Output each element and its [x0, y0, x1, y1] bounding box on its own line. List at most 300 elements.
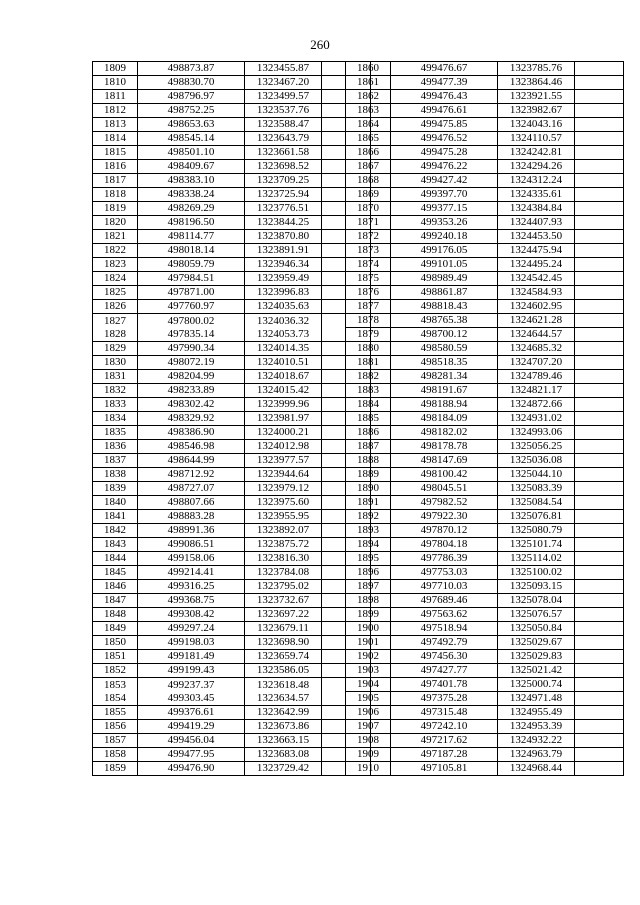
x-coordinate-cell: 497518.94 [391, 622, 498, 636]
point-number-cell: 1897 [346, 580, 391, 594]
empty-cell [575, 678, 624, 692]
empty-cell [575, 664, 624, 678]
point-number-cell: 1865 [346, 132, 391, 146]
table-row [346, 622, 624, 636]
empty-cell [575, 538, 624, 552]
empty-cell [575, 300, 624, 314]
point-number-cell: 1887 [346, 440, 391, 454]
point-number-cell: 1909 [346, 748, 391, 762]
table-row [93, 258, 371, 272]
page-number: 260 [310, 37, 330, 52]
point-number-cell: 1874 [346, 258, 391, 272]
y-coordinate-cell: 1324993.06 [498, 426, 575, 440]
point-number-cell: 1899 [346, 608, 391, 622]
empty-cell [575, 258, 624, 272]
table-row [346, 440, 624, 454]
y-coordinate-cell: 1324789.46 [498, 370, 575, 384]
point-number-cell: 1896 [346, 566, 391, 580]
empty-cell [575, 90, 624, 104]
table-row [93, 706, 371, 720]
table-row [346, 286, 624, 300]
point-number-cell: 1904 [346, 678, 391, 692]
point-number-cell: 1875 [346, 272, 391, 286]
empty-cell [575, 62, 624, 76]
table-row [346, 692, 624, 706]
point-number-cell: 1829 [93, 342, 138, 356]
table-row [93, 468, 371, 482]
y-coordinate-cell: 1324644.57 [498, 328, 575, 342]
table-row [93, 370, 371, 384]
x-coordinate-cell: 498059.79 [138, 258, 245, 272]
point-number-cell: 1877 [346, 300, 391, 314]
x-coordinate-cell: 497800.02 497835.14 [138, 314, 245, 342]
y-coordinate-cell: 1324495.24 [498, 258, 575, 272]
x-coordinate-cell: 498191.67 [391, 384, 498, 398]
point-number-cell: 1898 [346, 594, 391, 608]
y-coordinate-cell: 1323955.95 [245, 510, 322, 524]
table-row [346, 62, 624, 76]
y-coordinate-cell: 1323499.57 [245, 90, 322, 104]
y-coordinate-cell: 1324953.39 [498, 720, 575, 734]
y-coordinate-cell: 1324010.51 [245, 356, 322, 370]
x-coordinate-cell: 499368.75 [138, 594, 245, 608]
x-coordinate-cell: 498045.51 [391, 482, 498, 496]
point-number-cell: 1834 [93, 412, 138, 426]
table-row [93, 720, 371, 734]
x-coordinate-cell: 497990.34 [138, 342, 245, 356]
empty-cell [575, 160, 624, 174]
x-coordinate-cell: 499476.22 [391, 160, 498, 174]
y-coordinate-cell: 1324872.66 [498, 398, 575, 412]
x-coordinate-cell: 498386.90 [138, 426, 245, 440]
empty-cell [575, 762, 624, 776]
point-number-cell: 1861 [346, 76, 391, 90]
empty-cell [575, 384, 624, 398]
table-row [346, 272, 624, 286]
point-number-cell: 1815 [93, 146, 138, 160]
x-coordinate-cell: 497105.81 [391, 762, 498, 776]
table-row [346, 146, 624, 160]
y-coordinate-cell: 1325100.02 [498, 566, 575, 580]
table-row [93, 216, 371, 230]
x-coordinate-cell: 498818.43 [391, 300, 498, 314]
x-coordinate-cell: 499456.04 [138, 734, 245, 748]
table-row [93, 650, 371, 664]
table-row [93, 594, 371, 608]
point-number-cell: 1848 [93, 608, 138, 622]
y-coordinate-cell: 1325021.42 [498, 664, 575, 678]
table-row [93, 244, 371, 258]
table-row [346, 552, 624, 566]
table-row [346, 314, 624, 328]
x-coordinate-cell: 497871.00 [138, 286, 245, 300]
empty-cell [575, 496, 624, 510]
y-coordinate-cell: 1323679.11 [245, 622, 322, 636]
table-row [93, 622, 371, 636]
empty-cell [575, 132, 624, 146]
point-number-cell: 1866 [346, 146, 391, 160]
x-coordinate-cell: 498114.77 [138, 230, 245, 244]
y-coordinate-cell: 1323892.07 [245, 524, 322, 538]
table-row [93, 762, 371, 776]
y-coordinate-cell: 1323663.15 [245, 734, 322, 748]
point-number-cell: 1864 [346, 118, 391, 132]
y-coordinate-cell: 1324312.24 [498, 174, 575, 188]
table-row [93, 426, 371, 440]
y-coordinate-cell: 1324384.84 [498, 202, 575, 216]
table-row [93, 538, 371, 552]
y-coordinate-cell: 1323999.96 [245, 398, 322, 412]
point-number-cell: 1859 [93, 762, 138, 776]
table-row [346, 748, 624, 762]
x-coordinate-cell: 499476.43 [391, 90, 498, 104]
x-coordinate-cell: 499397.70 [391, 188, 498, 202]
y-coordinate-cell: 1323959.49 [245, 272, 322, 286]
x-coordinate-cell: 498269.29 [138, 202, 245, 216]
empty-cell [575, 454, 624, 468]
y-coordinate-cell: 1323996.83 [245, 286, 322, 300]
y-coordinate-cell: 1324015.42 [245, 384, 322, 398]
table-row [93, 230, 371, 244]
table-row [93, 384, 371, 398]
point-number-cell: 1880 [346, 342, 391, 356]
point-number-cell: 1903 [346, 664, 391, 678]
y-coordinate-cell: 1325050.84 [498, 622, 575, 636]
table-row [346, 426, 624, 440]
point-number-cell: 1868 [346, 174, 391, 188]
y-coordinate-cell: 1323588.47 [245, 118, 322, 132]
table-row [93, 146, 371, 160]
empty-cell [575, 370, 624, 384]
table-row [93, 552, 371, 566]
table-row [93, 160, 371, 174]
y-coordinate-cell: 1325078.04 [498, 594, 575, 608]
point-number-cell: 1844 [93, 552, 138, 566]
y-coordinate-cell: 1323661.58 [245, 146, 322, 160]
x-coordinate-cell: 497375.28 [391, 692, 498, 706]
point-number-cell: 1816 [93, 160, 138, 174]
point-number-cell: 1822 [93, 244, 138, 258]
y-coordinate-cell: 1323673.86 [245, 720, 322, 734]
empty-cell [575, 104, 624, 118]
x-coordinate-cell: 498233.89 [138, 384, 245, 398]
y-coordinate-cell: 1324453.50 [498, 230, 575, 244]
empty-cell [575, 118, 624, 132]
x-coordinate-cell: 499158.06 [138, 552, 245, 566]
x-coordinate-cell: 497786.39 [391, 552, 498, 566]
point-number-cell: 1860 [346, 62, 391, 76]
point-number-cell: 1878 [346, 314, 391, 328]
point-number-cell: 1842 [93, 524, 138, 538]
empty-cell [575, 622, 624, 636]
point-number-cell: 1888 [346, 454, 391, 468]
y-coordinate-cell: 1324542.45 [498, 272, 575, 286]
point-number-cell: 1841 [93, 510, 138, 524]
x-coordinate-cell: 497315.48 [391, 706, 498, 720]
y-coordinate-cell: 1325036.08 [498, 454, 575, 468]
x-coordinate-cell: 498178.78 [391, 440, 498, 454]
x-coordinate-cell: 499214.41 [138, 566, 245, 580]
point-number-cell: 1895 [346, 552, 391, 566]
empty-cell [575, 426, 624, 440]
table-row [346, 300, 624, 314]
table-row [346, 90, 624, 104]
point-number-cell: 1905 [346, 692, 391, 706]
table-row [93, 566, 371, 580]
y-coordinate-cell: 1324685.32 [498, 342, 575, 356]
point-number-cell: 1830 [93, 356, 138, 370]
y-coordinate-cell: 1324012.98 [245, 440, 322, 454]
x-coordinate-cell: 499477.39 [391, 76, 498, 90]
x-coordinate-cell: 499476.67 [391, 62, 498, 76]
table-row [93, 132, 371, 146]
point-number-cell: 1906 [346, 706, 391, 720]
table-row [93, 118, 371, 132]
x-coordinate-cell: 498807.66 [138, 496, 245, 510]
table-row [93, 314, 371, 342]
y-coordinate-cell: 1324294.26 [498, 160, 575, 174]
table-row [346, 664, 624, 678]
point-number-cell: 1813 [93, 118, 138, 132]
empty-cell [575, 230, 624, 244]
table-row [346, 636, 624, 650]
point-number-cell: 1833 [93, 398, 138, 412]
y-coordinate-cell: 1325076.57 [498, 608, 575, 622]
table-row [346, 594, 624, 608]
table-row [346, 118, 624, 132]
x-coordinate-cell: 498861.87 [391, 286, 498, 300]
point-number-cell: 1827 1828 [93, 314, 138, 342]
x-coordinate-cell: 497401.78 [391, 678, 498, 692]
x-coordinate-cell: 497804.18 [391, 538, 498, 552]
table-row [346, 454, 624, 468]
point-number-cell: 1867 [346, 160, 391, 174]
empty-cell [575, 398, 624, 412]
x-coordinate-cell: 498700.12 [391, 328, 498, 342]
point-number-cell: 1853 1854 [93, 678, 138, 706]
table-row [93, 580, 371, 594]
empty-cell [575, 748, 624, 762]
y-coordinate-cell: 1324821.17 [498, 384, 575, 398]
x-coordinate-cell: 499297.24 [138, 622, 245, 636]
x-coordinate-cell: 497427.77 [391, 664, 498, 678]
point-number-cell: 1890 [346, 482, 391, 496]
empty-cell [575, 608, 624, 622]
point-number-cell: 1849 [93, 622, 138, 636]
table-row [93, 342, 371, 356]
table-row [346, 538, 624, 552]
point-number-cell: 1910 [346, 762, 391, 776]
table-row [93, 356, 371, 370]
point-number-cell: 1882 [346, 370, 391, 384]
empty-cell [575, 174, 624, 188]
point-number-cell: 1831 [93, 370, 138, 384]
y-coordinate-cell: 1324968.44 [498, 762, 575, 776]
empty-cell [575, 706, 624, 720]
y-coordinate-cell: 1323642.99 [245, 706, 322, 720]
point-number-cell: 1876 [346, 286, 391, 300]
y-coordinate-cell: 1324963.79 [498, 748, 575, 762]
y-coordinate-cell: 1325076.81 [498, 510, 575, 524]
point-number-cell: 1858 [93, 748, 138, 762]
y-coordinate-cell: 1323875.72 [245, 538, 322, 552]
table-row [346, 678, 624, 692]
point-number-cell: 1869 [346, 188, 391, 202]
coordinates-table-left [92, 61, 371, 776]
y-coordinate-cell: 1325083.39 [498, 482, 575, 496]
point-number-cell: 1835 [93, 426, 138, 440]
x-coordinate-cell: 498338.24 [138, 188, 245, 202]
point-number-cell: 1901 [346, 636, 391, 650]
point-number-cell: 1902 [346, 650, 391, 664]
table-row [93, 412, 371, 426]
empty-cell [575, 594, 624, 608]
x-coordinate-cell: 499476.90 [138, 762, 245, 776]
table-row [346, 412, 624, 426]
table-row [346, 258, 624, 272]
x-coordinate-cell: 499477.95 [138, 748, 245, 762]
table-row [346, 650, 624, 664]
empty-cell [575, 734, 624, 748]
x-coordinate-cell: 497982.52 [391, 496, 498, 510]
y-coordinate-cell: 1323784.08 [245, 566, 322, 580]
y-coordinate-cell: 1324932.22 [498, 734, 575, 748]
table-row [93, 300, 371, 314]
table-row [346, 356, 624, 370]
y-coordinate-cell: 1324407.93 [498, 216, 575, 230]
table-row [346, 608, 624, 622]
empty-cell [575, 482, 624, 496]
point-number-cell: 1847 [93, 594, 138, 608]
empty-cell [575, 216, 624, 230]
table-row [93, 104, 371, 118]
x-coordinate-cell: 498409.67 [138, 160, 245, 174]
table-row [93, 734, 371, 748]
y-coordinate-cell: 1323944.64 [245, 468, 322, 482]
empty-cell [575, 342, 624, 356]
y-coordinate-cell: 1323795.02 [245, 580, 322, 594]
y-coordinate-cell: 1324584.93 [498, 286, 575, 300]
table-row [93, 608, 371, 622]
point-number-cell: 1817 [93, 174, 138, 188]
point-number-cell: 1818 [93, 188, 138, 202]
table-row [93, 524, 371, 538]
table-row [346, 734, 624, 748]
point-number-cell: 1820 [93, 216, 138, 230]
x-coordinate-cell: 499353.26 [391, 216, 498, 230]
y-coordinate-cell: 1323709.25 [245, 174, 322, 188]
table-row [346, 496, 624, 510]
y-coordinate-cell: 1325000.74 [498, 678, 575, 692]
x-coordinate-cell: 497753.03 [391, 566, 498, 580]
table-row [346, 328, 624, 342]
empty-cell [575, 720, 624, 734]
point-number-cell: 1870 [346, 202, 391, 216]
table-row [346, 566, 624, 580]
point-number-cell: 1825 [93, 286, 138, 300]
point-number-cell: 1872 [346, 230, 391, 244]
empty-cell [575, 76, 624, 90]
y-coordinate-cell: 1323537.76 [245, 104, 322, 118]
table-row [93, 636, 371, 650]
x-coordinate-cell: 498727.07 [138, 482, 245, 496]
table-row [93, 678, 371, 706]
x-coordinate-cell: 497217.62 [391, 734, 498, 748]
x-coordinate-cell: 498281.34 [391, 370, 498, 384]
y-coordinate-cell: 1323946.34 [245, 258, 322, 272]
y-coordinate-cell: 1325080.79 [498, 524, 575, 538]
x-coordinate-cell: 498302.42 [138, 398, 245, 412]
point-number-cell: 1857 [93, 734, 138, 748]
point-number-cell: 1863 [346, 104, 391, 118]
y-coordinate-cell: 1323982.67 [498, 104, 575, 118]
y-coordinate-cell: 1324110.57 [498, 132, 575, 146]
y-coordinate-cell: 1323618.48 1323634.57 [245, 678, 322, 706]
point-number-cell: 1900 [346, 622, 391, 636]
x-coordinate-cell: 499181.49 [138, 650, 245, 664]
y-coordinate-cell: 1323844.25 [245, 216, 322, 230]
x-coordinate-cell: 498991.36 [138, 524, 245, 538]
point-number-cell: 1891 [346, 496, 391, 510]
y-coordinate-cell: 1324931.02 [498, 412, 575, 426]
table-row [346, 160, 624, 174]
table-row [346, 202, 624, 216]
point-number-cell: 1851 [93, 650, 138, 664]
y-coordinate-cell: 1323979.12 [245, 482, 322, 496]
x-coordinate-cell: 498147.69 [391, 454, 498, 468]
empty-cell [575, 356, 624, 370]
point-number-cell: 1850 [93, 636, 138, 650]
x-coordinate-cell: 499476.61 [391, 104, 498, 118]
point-number-cell: 1889 [346, 468, 391, 482]
y-coordinate-cell: 1324335.61 [498, 188, 575, 202]
point-number-cell: 1885 [346, 412, 391, 426]
x-coordinate-cell: 498518.35 [391, 356, 498, 370]
point-number-cell: 1856 [93, 720, 138, 734]
y-coordinate-cell: 1325114.02 [498, 552, 575, 566]
point-number-cell: 1855 [93, 706, 138, 720]
coordinates-table-right [345, 61, 624, 776]
point-number-cell: 1886 [346, 426, 391, 440]
x-coordinate-cell: 498196.50 [138, 216, 245, 230]
x-coordinate-cell: 498188.94 [391, 398, 498, 412]
table-row [346, 398, 624, 412]
x-coordinate-cell: 497922.30 [391, 510, 498, 524]
point-number-cell: 1908 [346, 734, 391, 748]
y-coordinate-cell: 1324242.81 [498, 146, 575, 160]
empty-cell [575, 328, 624, 342]
y-coordinate-cell: 1324018.67 [245, 370, 322, 384]
x-coordinate-cell: 499419.29 [138, 720, 245, 734]
table-row [346, 174, 624, 188]
point-number-cell: 1832 [93, 384, 138, 398]
point-number-cell: 1871 [346, 216, 391, 230]
y-coordinate-cell: 1323975.60 [245, 496, 322, 510]
point-number-cell: 1873 [346, 244, 391, 258]
table-row [93, 398, 371, 412]
y-coordinate-cell: 1323981.97 [245, 412, 322, 426]
table-row [346, 720, 624, 734]
point-number-cell: 1881 [346, 356, 391, 370]
y-coordinate-cell: 1323586.05 [245, 664, 322, 678]
table-row [93, 188, 371, 202]
empty-cell [575, 244, 624, 258]
table-row [346, 188, 624, 202]
x-coordinate-cell: 499427.42 [391, 174, 498, 188]
y-coordinate-cell: 1324000.21 [245, 426, 322, 440]
y-coordinate-cell: 1324955.49 [498, 706, 575, 720]
empty-cell [575, 566, 624, 580]
